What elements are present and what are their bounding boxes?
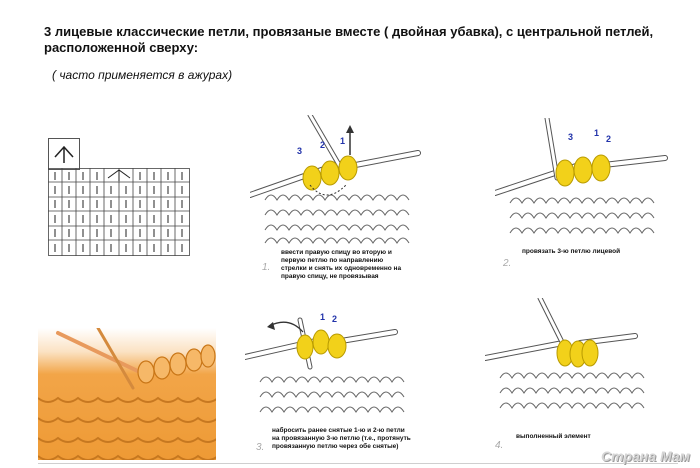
step3-number: 3. [256,442,265,453]
double-decrease-symbol [49,139,79,169]
step1-label-3: 3 [297,146,303,156]
page-title: 3 лицевые классические петли, провязаные вместе ( двойная убавка), с центральной петлей, расположенной сверху: [44,24,654,55]
step1-label-2: 2 [320,140,326,150]
step3-caption: набросить ранее снятые 1-ю и 2-ю петли на провязанную 3-ю петлю (т.е., протянуть провязанную петлю через обе снятые) [272,427,411,450]
step2-label-1: 1 [594,128,600,138]
step2-label-3: 3 [568,132,574,142]
step2-label-2: 2 [606,134,612,144]
bottom-divider [38,463,678,464]
step1-caption: ввести правую спицу во вторую и первую петлю по направлению стрелки и снять их одновременно на правую спицу, не провязывая [281,249,402,280]
site-watermark: Страна Мам [600,448,690,464]
knitting-chart-grid [48,168,190,256]
chart-symbol-box [48,138,80,170]
step1-illustration [250,115,425,250]
step2-number: 2. [503,258,512,269]
step1-label-1: 1 [340,136,346,146]
step4-caption: выполненный элемент [516,433,591,440]
page-subtitle: ( часто применяется в ажурах) [52,68,233,82]
step3-label-1: 1 [320,312,326,322]
step3-label-2: 2 [332,314,338,324]
step4-number: 4. [495,440,504,451]
step2-caption: провязать 3-ю петлю лицевой [522,248,621,255]
step2-illustration [495,118,670,253]
orange-knit-photo [38,328,216,460]
step1-number: 1. [262,262,271,273]
step4-illustration [485,298,660,428]
